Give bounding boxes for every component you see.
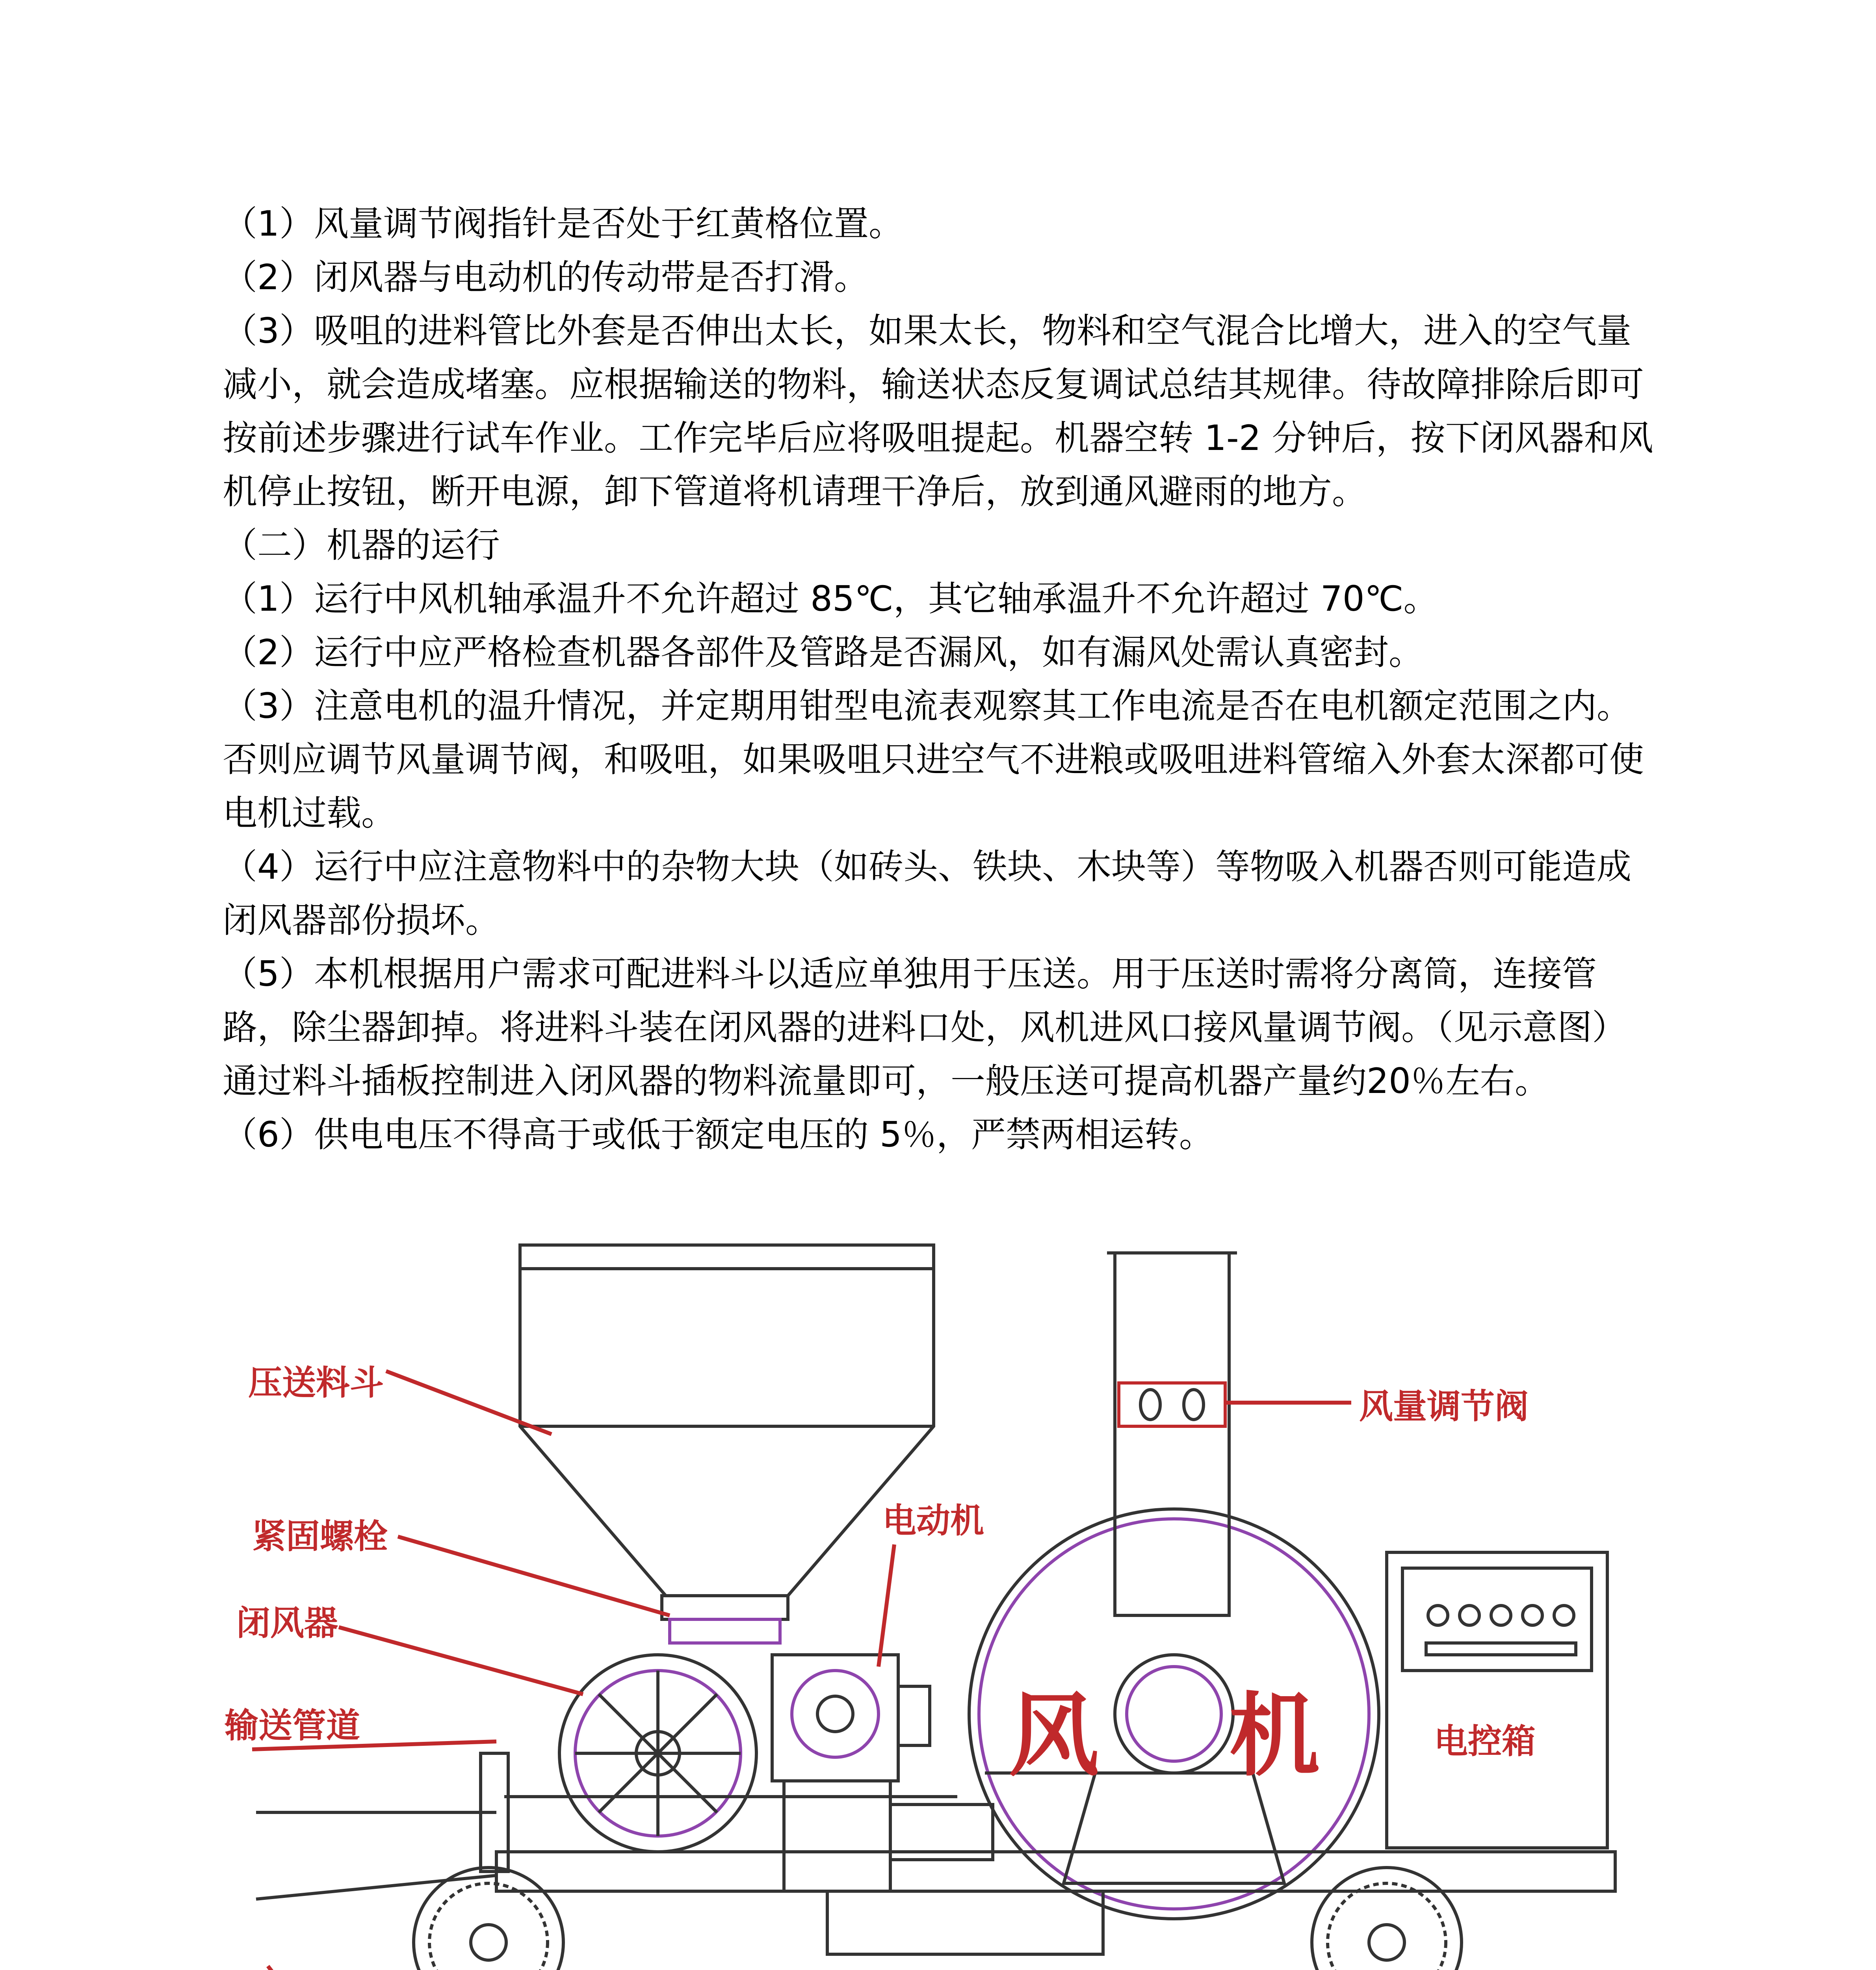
machine-drawing (0, 1182, 1876, 1970)
paragraph: （1）风量调节阀指针是否处于红黄格位置。 (223, 203, 903, 244)
control-box-label: 电控箱 (1434, 1722, 1536, 1761)
machine-diagram (0, 1182, 1876, 1970)
fan-label-left: 风 (1009, 1684, 1100, 1789)
paragraph: （2）闭风器与电动机的传动带是否打滑。 (223, 257, 869, 297)
section-heading: （二）机器的运行 (223, 525, 500, 565)
hopper-drawing (520, 1245, 934, 1643)
airlock-label: 闭风器 (236, 1604, 338, 1643)
body-text (223, 197, 1657, 1162)
motor-drawing (772, 1655, 930, 1891)
airlock-drawing (559, 1655, 756, 1852)
hopper-label: 压送料斗 (248, 1363, 384, 1403)
paragraph: （1）运行中风机轴承温升不允许超过 85℃，其它轴承温升不允许超过 70℃。 (223, 578, 1438, 619)
paragraph: （3）吸咀的进料管比外套是否伸出太长，如果太长，物料和空气混合比增大，进入的空气量减小，就会造成堵塞。应根据输送的物料，输送状态反复调试总结其规律。待故障排除后即可按前述步骤进行试车作业。工作完毕后应将吸咀提起。机器空转 1-2 分钟后，按下闭风器和风机停止按钮，断开电源，卸下管道将机请理干净后，放到通风避雨的地方。 (223, 310, 1653, 512)
fan-label-right: 机 (1229, 1684, 1320, 1789)
paragraph: （4）运行中应注意物料中的杂物大块（如砖头、铁块、木块等）等物吸入机器否则可能造成闭风器部份损坏。 (223, 846, 1631, 940)
valve-label: 风量调节阀 (1359, 1387, 1529, 1426)
paragraph: （3）注意电机的温升情况，并定期用钳型电流表观察其工作电流是否在电机额定范围之内。否则应调节风量调节阀，和吸咀，如果吸咀只进空气不进粮或吸咀进料管缩入外套太深都可使电机过载。 (223, 686, 1644, 833)
pipe-label: 输送管道 (225, 1706, 360, 1745)
control-box-drawing (1387, 1552, 1607, 1848)
motor-label: 电动机 (882, 1501, 984, 1541)
chassis-drawing (256, 1753, 1615, 1954)
paragraph: （2）运行中应严格检查机器各部件及管路是否漏风，如有漏风处需认真密封。 (223, 632, 1423, 673)
bolt-label: 紧固螺栓 (252, 1517, 388, 1556)
paragraph: （6）供电电压不得高于或低于额定电压的 5％，严禁两相运转。 (223, 1114, 1214, 1155)
paragraph: （5）本机根据用户需求可配进料斗以适应单独用于压送。用于压送时需将分离筒，连接管路，除尘器卸掉。将进料斗装在闭风器的进料口处，风机进风口接风量调节阀。（见示意图）通过料斗插板控制进入闭风器的物料流量即可，一般压送可提高机器产量约20％左右。 (223, 953, 1627, 1101)
valve-pipe-drawing (1107, 1253, 1237, 1615)
leader-lines (252, 1371, 1351, 1970)
